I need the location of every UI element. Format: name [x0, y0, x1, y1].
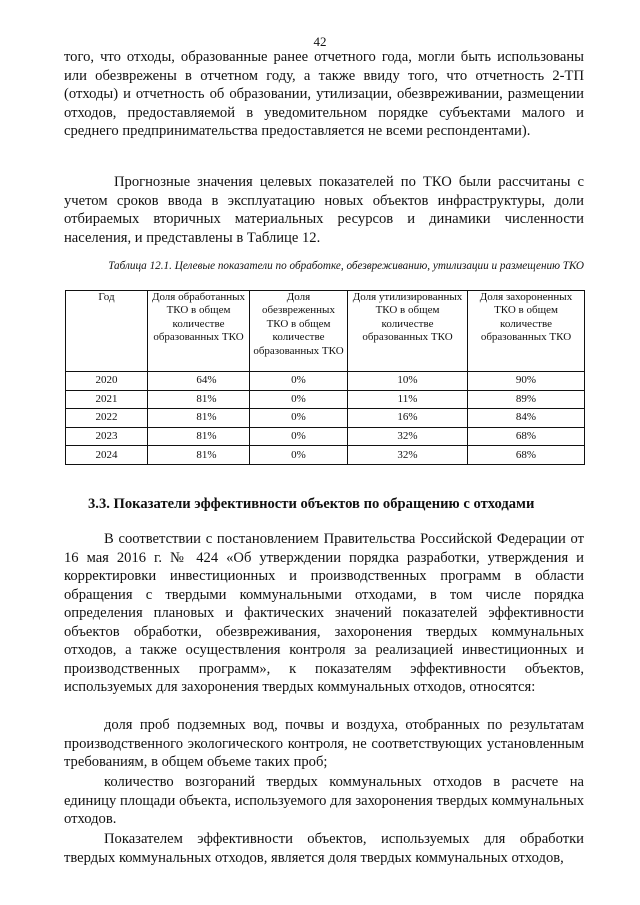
header-buried-share: Доля захороненных ТКО в общем количестве образованных ТКО [468, 291, 585, 372]
cell-buried: 68% [468, 446, 585, 465]
cell-buried: 90% [468, 372, 585, 391]
page-number: 42 [313, 34, 327, 49]
cell-neutralized: 0% [250, 390, 348, 409]
header-utilized-share: Доля утилизированных ТКО в общем количестве образованных ТКО [348, 291, 468, 372]
cell-processed: 81% [148, 390, 250, 409]
table-row [66, 446, 585, 465]
paragraph-processing-indicator: Показателем эффективности объектов, используемых для обработки твердых коммунальных отходов, является доля твердых коммунальных отходов, [64, 831, 584, 866]
paragraph-indicator-samples: доля проб подземных вод, почвы и воздуха, отобранных по результатам производственного экологического контроля, не соответствующих установленным требованиям, в общем объеме таких проб; [64, 717, 584, 770]
cell-year: 2022 [66, 409, 148, 428]
cell-neutralized: 0% [250, 409, 348, 428]
table-row [66, 427, 585, 446]
cell-year: 2020 [66, 372, 148, 391]
table-row [66, 409, 585, 428]
targets-table [65, 290, 585, 465]
cell-buried: 68% [468, 427, 585, 446]
paragraph-government-decree: В соответствии с постановлением Правительства Российской Федерации от 16 мая 2016 г. № 424 «Об утверждении порядка разработки, утверждения и корректировки инвестиционных и производственных программ в области обращения с твердыми коммунальными отходами, в том числе порядка определения плановых и фактических значений показателей эффективности объектов обработки, обезвреживания, захоронения твердых коммунальных отходов, а также осуществления контроля за реализацией инвестиционных и производственных программ», к показателям эффективности объектов, используемых для захоронения твердых коммунальных отходов, относятся: [64, 531, 584, 695]
table-row [66, 372, 585, 391]
table-header-row [66, 291, 585, 372]
cell-neutralized: 0% [250, 446, 348, 465]
cell-neutralized: 0% [250, 427, 348, 446]
cell-utilized: 16% [348, 409, 468, 428]
header-neutralized-share: Доля обезвреженных ТКО в общем количестве образованных ТКО [250, 291, 348, 372]
cell-processed: 64% [148, 372, 250, 391]
cell-utilized: 11% [348, 390, 468, 409]
paragraph-waste-reporting: того, что отходы, образованные ранее отчетного года, могли быть использованы или обезврежены в отчетном году, а также ввиду того, что отчетность 2-ТП (отходы) и отчетность об образовании, утилизации, обезвреживании, размещении отходов, предоставляемой в уведомительном порядке субъектами малого и среднего предпринимательства предоставляется не всеми респондентами). [64, 49, 584, 139]
header-processed-share: Доля обработанных ТКО в общем количестве образованных ТКО [148, 291, 250, 372]
cell-processed: 81% [148, 427, 250, 446]
section-heading: 3.3. Показатели эффективности объектов по обращению с отходами [88, 496, 535, 512]
cell-buried: 89% [468, 390, 585, 409]
cell-neutralized: 0% [250, 372, 348, 391]
paragraph-indicator-fires: количество возгораний твердых коммунальных отходов в расчете на единицу площади объекта, используемого для захоронения твердых коммунальных отходов. [64, 774, 584, 827]
cell-year: 2021 [66, 390, 148, 409]
cell-utilized: 32% [348, 446, 468, 465]
paragraph-forecast-targets: Прогнозные значения целевых показателей по ТКО были рассчитаны с учетом сроков ввода в эксплуатацию новых объектов инфраструктуры, доли отбираемых вторичных материальных ресурсов и динамики численности населения, и представлены в Таблице 12. [64, 174, 584, 246]
header-year: Год [66, 291, 148, 372]
cell-year: 2024 [66, 446, 148, 465]
cell-utilized: 10% [348, 372, 468, 391]
table-row [66, 390, 585, 409]
cell-year: 2023 [66, 427, 148, 446]
table-caption: Таблица 12.1. Целевые показатели по обработке, обезвреживанию, утилизации и размещению ТКО [108, 260, 584, 272]
cell-processed: 81% [148, 409, 250, 428]
cell-processed: 81% [148, 446, 250, 465]
cell-buried: 84% [468, 409, 585, 428]
cell-utilized: 32% [348, 427, 468, 446]
